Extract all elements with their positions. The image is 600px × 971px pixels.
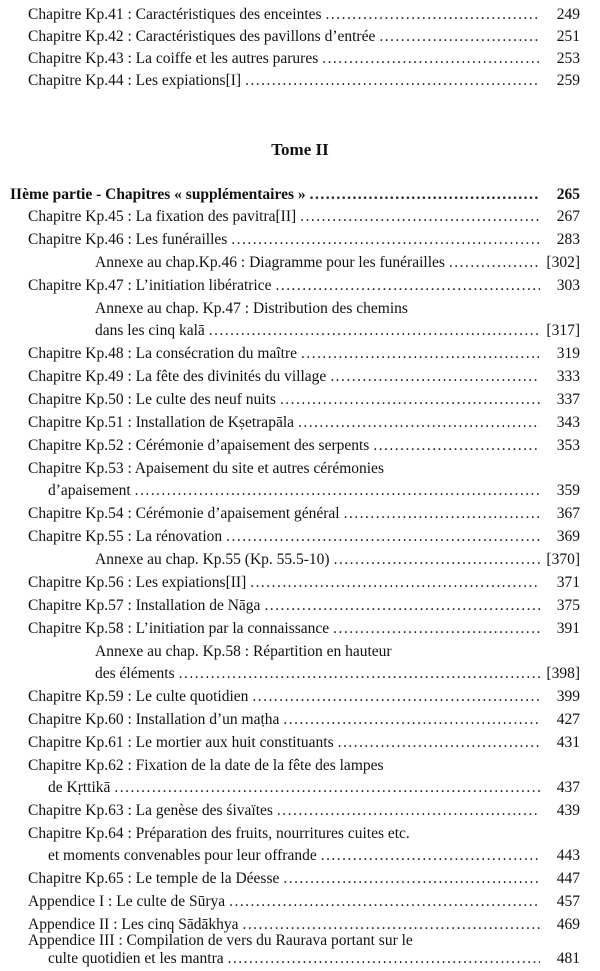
entry-page: 447 [556,870,580,887]
entry-title: Annexe au chap. Kp.47 : Distribution des chemins [95,300,408,317]
toc-entry [28,70,580,92]
entry-title: Appendice II : Les cinq Sādākhya [28,916,239,933]
entry-page: 431 [556,734,580,751]
entry-page: [370] [546,551,580,568]
entry-title: et moments convenables pour leur offrande [48,847,317,864]
toc-entry [28,389,580,411]
toc-annex-entry [95,252,580,274]
entry-title: Annexe au chap. Kp.58 : Répartition en hauteur [95,643,392,660]
entry-title: Chapitre Kp.52 : Cérémonie d’apaisement des serpents [28,437,370,454]
entry-title: Chapitre Kp.46 : Les funérailles [28,231,228,248]
entry-page: 319 [556,345,580,362]
entry-title: Chapitre Kp.61 : Le mortier aux huit constituants [28,734,334,751]
entry-page: [398] [546,665,580,682]
entry-page: [317] [546,322,580,339]
entry-title: de Kṛttikā [48,779,111,796]
entry-page: 367 [556,505,580,522]
toc-entry [28,868,580,890]
entry-title: Chapitre Kp.64 : Préparation des fruits, nourritures cuites etc. [28,825,410,842]
toc-entry [28,595,580,617]
toc-entry [28,275,580,297]
entry-title: Annexe au chap.Kp.46 : Diagramme pour les funérailles [95,254,445,271]
entry-page: 443 [556,847,580,864]
toc-entry [28,732,580,754]
toc-entry [28,891,580,913]
toc-entry [28,572,580,594]
entry-title: Chapitre Kp.62 : Fixation de la date de la fête des lampes [28,757,384,774]
toc-entry [28,458,580,480]
entry-title: Chapitre Kp.48 : La consécration du maître [28,345,298,362]
toc-annex-entry [95,298,580,320]
entry-page: 427 [556,711,580,728]
toc-entry [28,800,580,822]
entry-page: 359 [556,482,580,499]
toc-entry-continuation [48,777,580,799]
entry-title: Chapitre Kp.56 : Les expiations[II] [28,574,247,591]
entry-title: Chapitre Kp.41 : Caractéristiques des enceintes [28,6,322,23]
entry-page: 369 [556,528,580,545]
entry-title: Chapitre Kp.49 : La fête des divinités du village [28,368,327,385]
toc-entry [28,206,580,228]
toc-entry [28,4,580,26]
entry-title: Chapitre Kp.47 : L’initiation libératrice [28,277,272,294]
entry-title: Chapitre Kp.54 : Cérémonie d’apaisement général [28,505,340,522]
entry-title: Chapitre Kp.63 : La genèse des śivaïtes [28,802,273,819]
entry-title: Annexe au chap. Kp.55 (Kp. 55.5-10) [95,551,330,568]
entry-title: Appendice III : Compilation de vers du Raurava portant sur le [28,932,413,949]
entry-title: Chapitre Kp.59 : Le culte quotidien [28,688,249,705]
entry-page: 437 [556,779,580,796]
entry-title: des éléments [95,665,175,682]
entry-page: 439 [556,802,580,819]
entry-title: Appendice I : Le culte de Sūrya [28,893,226,910]
toc-entry [28,618,580,640]
entry-page: 249 [556,6,580,23]
toc-entry [28,931,580,951]
entry-page: 353 [556,437,580,454]
entry-page: 303 [556,277,580,294]
entry-page: 251 [556,28,580,45]
entry-title: Chapitre Kp.55 : La rénovation [28,528,223,545]
entry-page: 333 [556,368,580,385]
toc-entry-continuation [48,480,580,502]
toc-entry [28,48,580,70]
entry-title: d’apaisement [48,482,131,499]
entry-title: Chapitre Kp.65 : Le temple de la Déesse [28,870,280,887]
toc-entry [28,26,580,48]
toc-entry-continuation [48,949,580,969]
entry-title: culte quotidien et les mantra [48,950,224,967]
entry-title: Chapitre Kp.51 : Installation de Kṣetrapāla [28,414,295,431]
toc-entry [28,755,580,777]
toc-entry [28,503,580,525]
toc-entry [28,343,580,365]
entry-title: Chapitre Kp.57 : Installation de Nāga [28,597,261,614]
entry-title: Chapitre Kp.60 : Installation d’un maṭha [28,711,280,728]
entry-page: 371 [556,574,580,591]
entry-page: [302] [546,254,580,271]
toc-annex-entry [95,549,580,571]
toc-entry [28,686,580,708]
entry-title: Chapitre Kp.58 : L’initiation par la connaissance [28,620,330,637]
entry-page: 457 [556,893,580,910]
entry-page: 391 [556,620,580,637]
entry-page: 283 [556,231,580,248]
entry-title: Chapitre Kp.50 : Le culte des neuf nuits [28,391,276,408]
toc-entry [28,526,580,548]
entry-page: 375 [556,597,580,614]
entry-title: Chapitre Kp.44 : Les expiations[I] [28,72,242,89]
entry-page: 343 [556,414,580,431]
entry-page: 399 [556,688,580,705]
entry-title: Chapitre Kp.42 : Caractéristiques des pavillons d’entrée [28,28,376,45]
toc-entry [28,229,580,251]
entry-page: 253 [556,50,580,67]
toc-entry [28,412,580,434]
entry-page: 481 [556,950,580,967]
entry-page: 259 [556,72,580,89]
toc-entry-continuation [48,845,580,867]
toc-entry-continuation [95,320,580,342]
entry-page: 337 [556,391,580,408]
toc-entry [28,435,580,457]
entry-page: 469 [556,916,580,933]
entry-title: Chapitre Kp.53 : Apaisement du site et autres cérémonies [28,460,384,477]
entry-title: dans les cinq kalā [95,322,205,339]
part-heading-page: 265 [556,186,580,203]
toc-entry-continuation [95,663,580,685]
part-heading [10,184,580,206]
entry-title: Chapitre Kp.45 : La fixation des pavitra[II] [28,208,297,225]
tome-title: Tome II [271,140,329,159]
entry-page: 267 [556,208,580,225]
part-heading-title: IIème partie - Chapitres « supplémentaires » [10,186,306,203]
toc-entry [28,366,580,388]
toc-entry [28,709,580,731]
toc-entry [28,823,580,845]
entry-title: Chapitre Kp.43 : La coiffe et les autres parures [28,50,319,67]
toc-annex-entry [95,641,580,663]
